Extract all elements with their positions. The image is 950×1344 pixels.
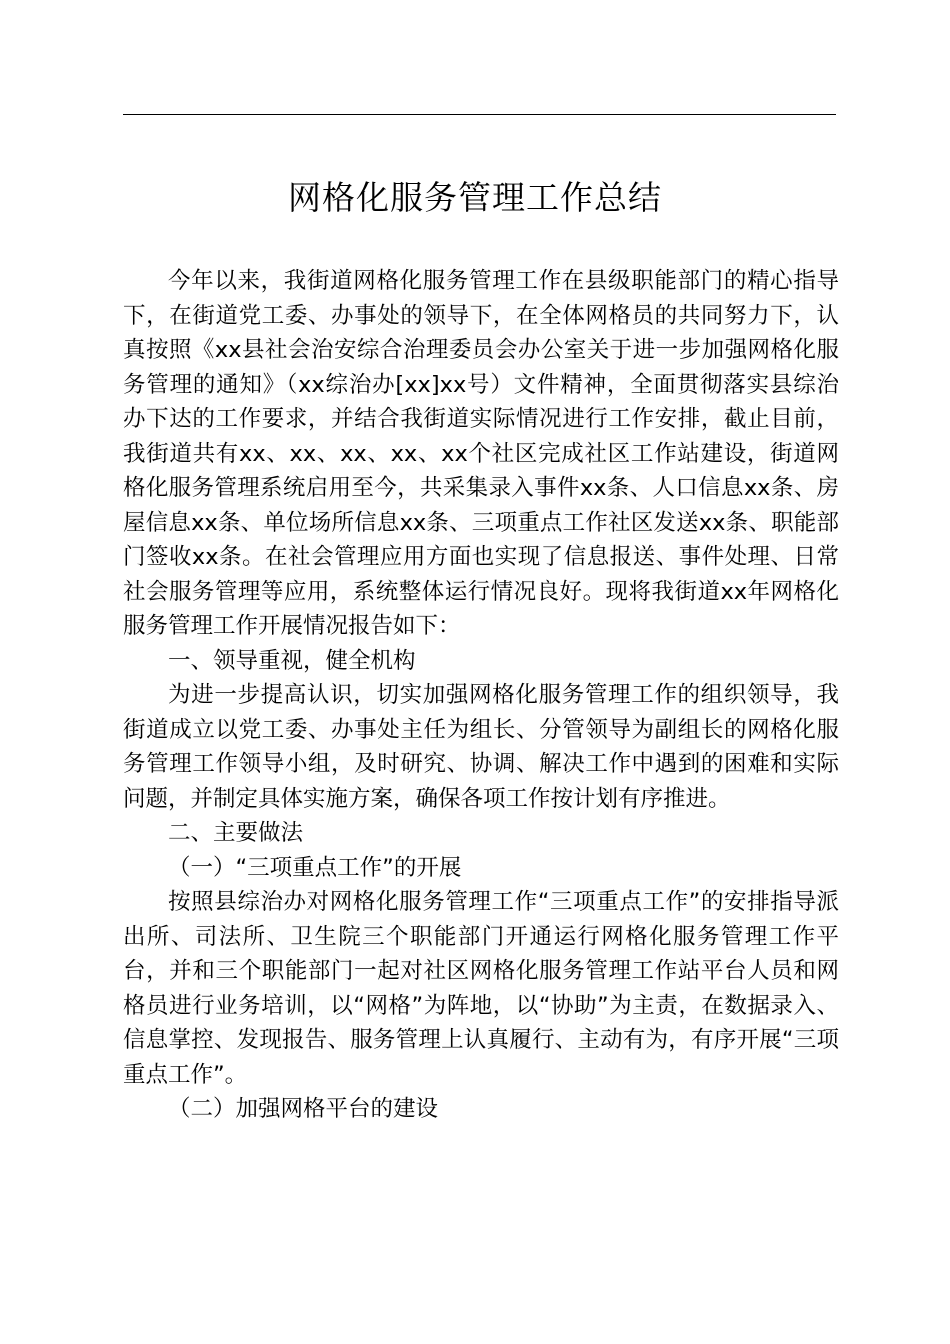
subsection-1-paragraph: 按照县综治办对网格化服务管理工作“三项重点工作”的安排指导派出所、司法所、卫生院三个职能部门开通运行网格化服务管理工作平台，并和三个职能部门一起对社区网格化服务管理工作站平台人员和网格员进行业务培训，以“网格”为阵地，以“协助”为主责，在数据录入、信息掌控、发现报告、服务管理上认真履行、主动有为，有序开展“三项重点工作”。	[123, 889, 839, 1088]
section-1-paragraph: 为进一步提高认识，切实加强网格化服务管理工作的组织领导，我街道成立以党工委、办事处主任为组长、分管领导为副组长的网格化服务管理工作领导小组，及时研究、协调、解决工作中遇到的困难和实际问题，并制定具体实施方案，确保各项工作按计划有序推进。	[123, 682, 839, 812]
section-heading-1: 一、领导重视，健全机构	[168, 647, 416, 674]
section-heading-2: 二、主要做法	[168, 820, 304, 846]
subsection-heading-1: （一）“三项重点工作”的开展	[168, 854, 462, 881]
document-title: 网格化服务管理工作总结	[288, 178, 662, 217]
header-rule	[123, 114, 836, 115]
document-body	[123, 264, 839, 1127]
subsection-heading-2: （二）加强网格平台的建设	[168, 1096, 439, 1122]
intro-paragraph: 今年以来，我街道网格化服务管理工作在县级职能部门的精心指导下，在街道党工委、办事处的领导下，在全体网格员的共同努力下，认真按照《xx县社会治安综合治理委员会办公室关于进一步加强网格化服务管理的通知》（xx综治办[xx]xx号）文件精神，全面贯彻落实县综治办下达的工作要求，并结合我街道实际情况进行工作安排，截止目前，我街道共有xx、xx、xx、xx、xx个社区完成社区工作站建设，街道网格化服务管理系统启用至今，共采集录入事件xx条、人口信息xx条、房屋信息xx条、单位场所信息xx条、三项重点工作社区发送xx条、职能部门签收xx条。在社会管理应用方面也实现了信息报送、事件处理、日常社会服务管理等应用，系统整体运行情况良好。现将我街道xx年网格化服务管理工作开展情况报告如下：	[123, 268, 839, 639]
